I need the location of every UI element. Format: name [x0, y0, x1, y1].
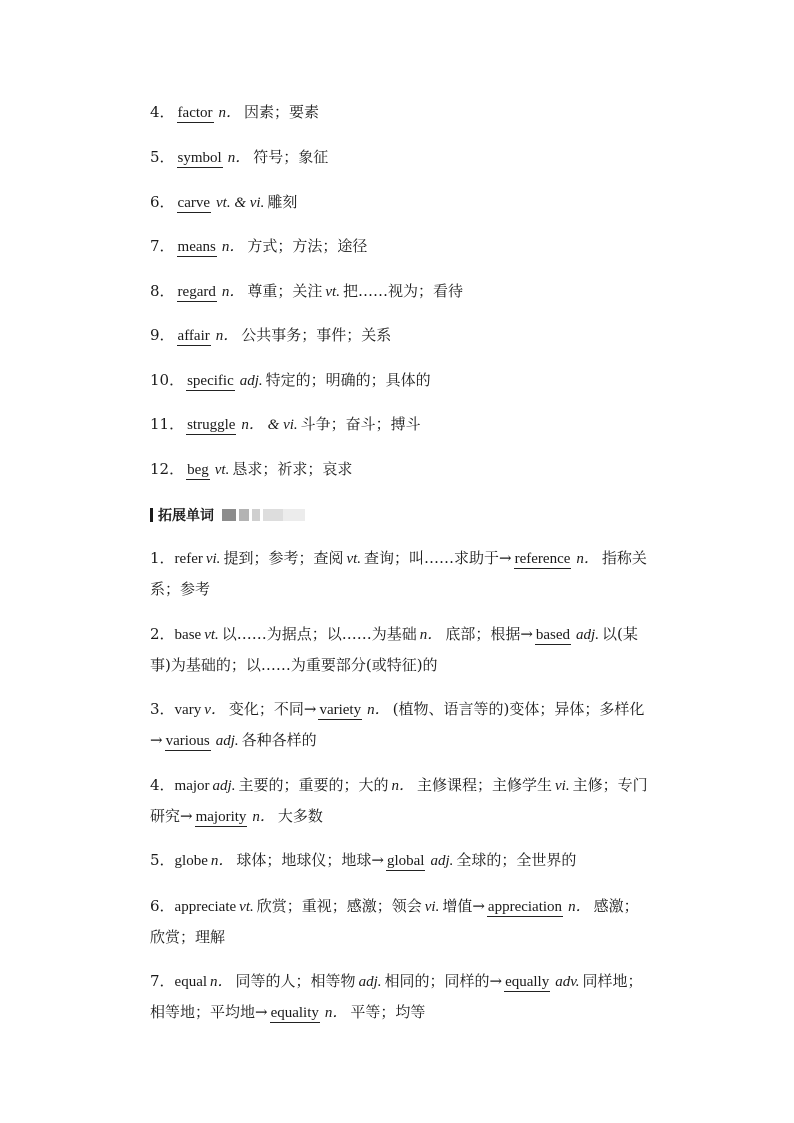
part-of-speech: adj.: [215, 733, 239, 749]
list-item: [150, 236, 367, 257]
definition: 同等的人；相等物: [235, 972, 356, 990]
definition: 欣赏；重视；感激；领会: [256, 897, 422, 915]
definition: 相同的；同样的→: [384, 972, 503, 990]
definition: 大多数: [277, 807, 323, 825]
item-number: 5．: [150, 851, 175, 869]
list-item: [150, 281, 463, 302]
list-item: [150, 370, 431, 391]
item-number: 11．: [150, 415, 185, 433]
part-of-speech: n．: [367, 702, 390, 718]
list-item: [150, 770, 650, 832]
answer-blank: based: [535, 627, 571, 643]
list-item: [150, 192, 297, 213]
part-of-speech: n．: [391, 778, 414, 794]
definition: 雕刻: [267, 193, 298, 211]
definition: 以(某事)为基础的；以……为重要部分(或特征)的: [150, 625, 638, 674]
item-number: 1．: [150, 549, 175, 567]
answer-blank: global: [386, 853, 425, 869]
heading-marker: [150, 508, 153, 522]
item-number: 7．: [150, 972, 175, 990]
definition: 增值→: [442, 897, 485, 915]
headword: vary: [174, 702, 202, 718]
part-of-speech: vt.: [239, 899, 254, 915]
headword: appreciate: [174, 899, 237, 915]
definition: 以……为据点；以……为基础: [221, 625, 417, 643]
item-number: 2．: [150, 625, 175, 643]
headword: major: [174, 778, 210, 794]
answer-blank: reference: [514, 551, 571, 567]
answer-blank: regard: [177, 284, 216, 300]
definition: 感激；欣赏；理解: [150, 897, 639, 946]
headword: equal: [174, 974, 208, 990]
answer-blank: equally: [505, 974, 550, 990]
headword: refer: [174, 551, 203, 567]
answer-blank: variety: [319, 702, 362, 718]
headword: globe: [174, 853, 208, 869]
item-number: 3．: [150, 700, 175, 718]
item-number: 9．: [150, 326, 175, 344]
part-of-speech: n．: [252, 809, 275, 825]
definition: 因素；要素: [244, 103, 320, 121]
part-of-speech: adv.: [555, 974, 580, 990]
definition: 全球的；全世界的: [456, 851, 577, 869]
list-item: [150, 414, 421, 435]
definition: 特定的；明确的；具体的: [265, 371, 431, 389]
answer-blank: symbol: [177, 150, 222, 166]
answer-blank: struggle: [187, 417, 236, 433]
part-of-speech: vi.: [555, 778, 570, 794]
definition: 查询；叫……求助于→: [364, 549, 512, 567]
item-number: 5．: [150, 148, 175, 166]
part-of-speech: n．: [227, 150, 251, 166]
answer-blank: affair: [177, 328, 210, 344]
answer-blank: various: [165, 733, 210, 749]
definition: 斗争；奋斗；搏斗: [300, 415, 421, 433]
item-number: 4．: [150, 776, 175, 794]
part-of-speech: n．: [215, 328, 239, 344]
part-of-speech: n．: [324, 1005, 348, 1021]
part-of-speech: vt.: [325, 284, 340, 300]
item-number: 7．: [150, 237, 175, 255]
part-of-speech: adj.: [576, 627, 599, 643]
list-item: [150, 966, 650, 1028]
definition: 符号；象征: [253, 148, 329, 166]
part-of-speech: adj.: [358, 974, 382, 990]
part-of-speech: n．: [576, 551, 599, 567]
part-of-speech: adj.: [430, 853, 454, 869]
part-of-speech: n．: [218, 105, 242, 121]
list-item: [150, 459, 352, 480]
definition: 球体；地球仪；地球→: [236, 851, 384, 869]
section-title: 拓展单词: [158, 508, 214, 524]
part-of-speech: vi.: [424, 899, 440, 915]
list-item: [150, 619, 650, 680]
definition: 主修；专门研究→: [150, 776, 648, 825]
part-of-speech: n．: [568, 899, 591, 915]
item-number: 10．: [150, 371, 185, 389]
part-of-speech: vt.: [346, 551, 362, 567]
part-of-speech: vt.: [204, 627, 219, 643]
answer-blank: majority: [195, 809, 247, 825]
part-of-speech: v．: [204, 702, 226, 718]
part-of-speech: n．: [210, 974, 233, 990]
part-of-speech: n．: [221, 284, 245, 300]
definition: 恳求；祈求；哀求: [232, 460, 353, 478]
answer-blank: means: [177, 239, 216, 255]
part-of-speech: n． & vi.: [241, 417, 298, 433]
definition: 公共事务；事件；关系: [241, 326, 392, 344]
item-number: 6．: [150, 193, 175, 211]
item-number: 8．: [150, 282, 175, 300]
definition: 指称关系；参考: [150, 549, 647, 598]
answer-blank: appreciation: [487, 899, 563, 915]
item-number: 12．: [150, 460, 185, 478]
part-of-speech: n．: [419, 627, 443, 643]
item-number: 6．: [150, 897, 175, 915]
answer-blank: beg: [187, 462, 209, 478]
answer-blank: specific: [187, 373, 234, 389]
list-item: [150, 147, 328, 168]
definition: 底部；根据→: [445, 625, 533, 643]
list-item: [150, 845, 650, 876]
list-item: [150, 891, 650, 952]
definition: 平等；均等: [350, 1003, 426, 1021]
definition: 尊重；关注: [247, 282, 323, 300]
headword: base: [174, 627, 202, 643]
definition: 主要的；重要的；大的: [238, 776, 389, 794]
definition: 各种各样的: [241, 731, 317, 749]
definition: (植物、语言等的)变体；异体；多样化→: [150, 700, 645, 749]
list-item: [150, 325, 391, 346]
part-of-speech: n．: [210, 853, 234, 869]
answer-blank: factor: [177, 105, 213, 121]
answer-blank: equality: [270, 1005, 319, 1021]
part-of-speech: vt. & vi.: [216, 195, 265, 211]
part-of-speech: vi.: [205, 551, 221, 567]
answer-blank: carve: [177, 195, 211, 211]
item-number: 4．: [150, 103, 175, 121]
definition: 把……视为；看待: [342, 282, 463, 300]
definition: 同样地；相等地；平均地→: [150, 972, 643, 1021]
section-heading: [150, 505, 305, 525]
heading-decoration: [222, 509, 305, 521]
definition: 主修课程；主修学生: [417, 776, 553, 794]
definition: 方式；方法；途径: [247, 237, 368, 255]
part-of-speech: n．: [221, 239, 245, 255]
definition: 提到；参考；查阅: [223, 549, 344, 567]
definition: 变化；不同→: [228, 700, 317, 718]
list-item: [150, 543, 650, 604]
part-of-speech: adj.: [212, 778, 236, 794]
part-of-speech: adj.: [239, 373, 263, 389]
list-item: [150, 694, 650, 756]
part-of-speech: vt.: [214, 462, 230, 478]
list-item: [150, 102, 319, 123]
